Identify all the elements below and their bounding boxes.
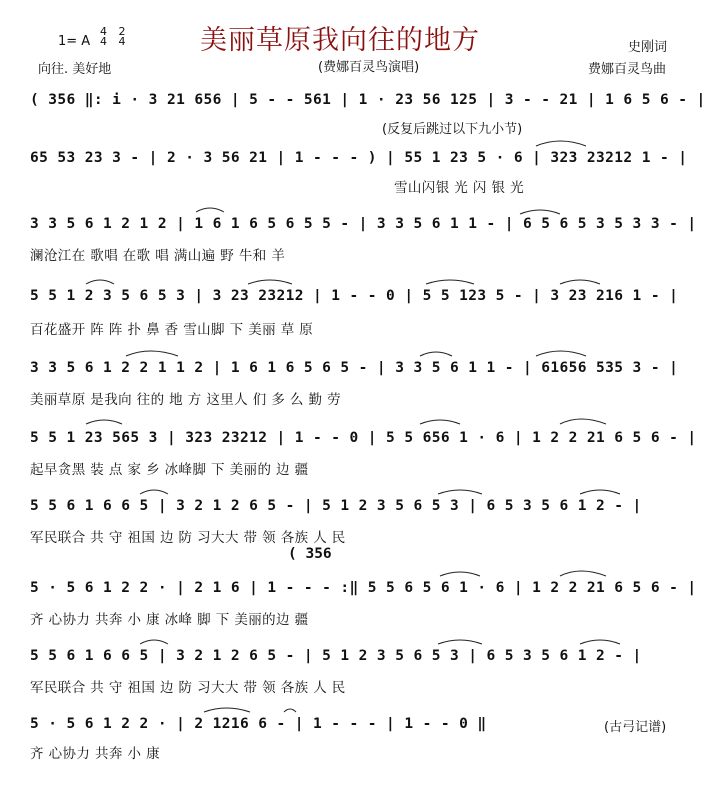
meter-second (119, 27, 130, 47)
lyric-line-5: 美丽草原 是我向 往的 地 方 这里人 们 多 么 勤 劳 (30, 392, 342, 408)
notation-line-4: 5 5 1 2 3 5 6 5 3 | 3 23 23212 | 1 - - 0 | 5 5 123 5 - | 3 23 216 1 - | (30, 288, 679, 304)
lyricist: 史刚词 (628, 40, 668, 55)
notation-line-10: 5 · 5 6 1 2 2 · | 2 1216 6 - | 1 - - - | 1 - - 0 ‖ (30, 716, 487, 732)
time-signature (100, 27, 134, 47)
notation-line-8: 5 · 5 6 1 2 2 · | 2 1 6 | 1 - - - :‖ 5 5 6 5 6 1 · 6 | 1 2 2 21 6 5 6 - | (30, 580, 697, 596)
lyric-line-9: 军民联合 共 守 祖国 边 防 习大大 带 领 各族 人 民 (30, 680, 346, 696)
lyric-line-7: 军民联合 共 守 祖国 边 防 习大大 带 领 各族 人 民 (30, 530, 346, 546)
transcriber-credit: (古弓记谱) (604, 720, 667, 735)
meter-bottom-1: 4 (100, 35, 107, 48)
lyric-line-4: 百花盛开 阵 阵 扑 鼻 香 雪山脚 下 美丽 草 原 (30, 322, 314, 338)
coda-bracket: ( 356 (288, 546, 332, 562)
meter-top-2: 2 (118, 25, 126, 38)
notation-line-3: 3 3 5 6 1 2 1 2 | 1 6 1 6 5 6 5 5 - | 3 3 5 6 1 1 - | 6 5 6 5 3 5 3 3 - | (30, 216, 697, 232)
notation-line-7: 5 5 6 1 6 6 5 | 3 2 1 2 6 5 - | 5 1 2 3 5 6 5 3 | 6 5 3 5 6 1 2 - | (30, 498, 642, 514)
song-title: 美丽草原我向往的地方 (200, 25, 480, 56)
performer-subtitle: (费娜百灵鸟演唱) (318, 60, 420, 75)
repeat-instruction: (反复后跳过以下九小节) (382, 122, 523, 137)
lyric-line-6: 起早贪黑 装 点 家 乡 冰峰脚 下 美丽的 边 疆 (30, 462, 309, 478)
lyric-line-2: 雪山闪银 光 闪 银 光 (394, 180, 524, 196)
meter-bottom-2: 4 (118, 35, 126, 48)
composer: 费娜百灵鸟曲 (588, 62, 667, 77)
lyric-line-8: 齐 心协力 共奔 小 康 冰峰 脚 下 美丽的边 疆 (30, 612, 309, 628)
key-signature: 1= A (58, 34, 91, 49)
notation-line-6: 5 5 1 23 565 3 | 323 23212 | 1 - - 0 | 5 5 656 1 · 6 | 1 2 2 21 6 5 6 - | (30, 430, 697, 446)
lyric-line-3: 澜沧江在 歌唱 在歌 唱 满山遍 野 牛和 羊 (30, 248, 286, 264)
meter-top-1: 4 (100, 25, 107, 38)
tempo-marking: 向往. 美好地 (38, 62, 112, 77)
notation-line-1: ( 356 ‖: i · 3 21 656 | 5 - - 561 | 1 · 23 56 125 | 3 - - 21 | 1 6 5 6 - | (30, 92, 706, 108)
notation-line-9: 5 5 6 1 6 6 5 | 3 2 1 2 6 5 - | 5 1 2 3 5 6 5 3 | 6 5 3 5 6 1 2 - | (30, 648, 642, 664)
meter-first (100, 27, 111, 47)
lyric-line-10: 齐 心协力 共奔 小 康 (30, 746, 160, 762)
notation-line-2: 65 53 23 3 - | 2 · 3 56 21 | 1 - - - ) | 55 1 23 5 · 6 | 323 23212 1 - | (30, 150, 688, 166)
notation-line-5: 3 3 5 6 1 2 2 1 1 2 | 1 6 1 6 5 6 5 - | 3 3 5 6 1 1 - | 61656 535 3 - | (30, 360, 679, 376)
